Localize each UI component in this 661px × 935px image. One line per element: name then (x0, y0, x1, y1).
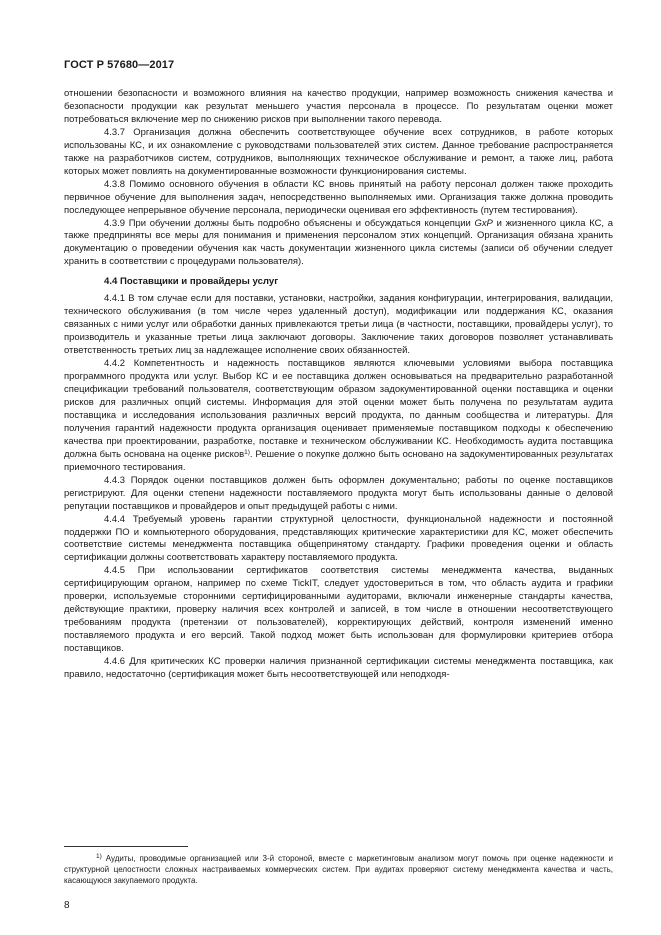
gxp-term: GxP (474, 217, 493, 229)
paragraph-4-4-4: 4.4.4 Требуемый уровень гарантии структурной целостности, функциональной надежности и постоянной поддержки ПО и компьютерного оборудования, представляющих критические характеристики для КС, может обеспечить соответствие системы менеджмента поставщика общепринятому стандарту. Графики проведения оценки и область сертификации должны соответствовать характеру поставляемого продукта. (64, 513, 613, 564)
paragraph-4-3-9-part-b: и жизненного цикла КС, а также предприняты все меры для понимания и применения персоналом этих концепций. Организация обязана хранить документацию о проведении обучения как часть документации жизненного цикла системы (записи об обучении следует хранить в соответствии с процедурами пользователя). (64, 217, 613, 268)
paragraph-4-4-3: 4.4.3 Порядок оценки поставщиков должен быть оформлен документально; работы по оценке поставщиков регистрируют. Для оценки степени надежности поставляемого продукта могут быть использованы данные о деловой репутации поставщиков и провайдеров и опыт предыдущей работы с ними. (64, 474, 613, 512)
footnote-divider (64, 846, 188, 847)
footnote-text: Аудиты, проводимые организацией или 3-й стороной, вместе с маркетинговым анализом могут помочь при оценке надежности и структурной целостности сложных настраиваемых коммерческих систем. При аудитах проверяют систему менеджмента качества и часть, касающуюся закупаемого продукта. (64, 854, 613, 886)
paragraph-4-4-1: 4.4.1 В том случае если для поставки, установки, настройки, задания конфигурации, интегрирования, валидации, технического обслуживания (в том числе через удаленный доступ), модификации или поддержания КС, оказания связанных с ними услуг или обработки данных привлекаются третьи лица (в частности, поставщики, провайдеры услуг), то производитель и указанные третьи лица заключают договоры. Заключение таких договоров позволяет устанавливать ответственность третьих лиц за надлежащее исполнение своих обязанностей. (64, 293, 613, 357)
standard-header: ГОСТ Р 57680—2017 (64, 59, 175, 71)
paragraph-4-3-9 (64, 218, 613, 270)
paragraph-4-4-2-part-b: . Решение о покупке должно быть основано на задокументированных результатах приемочного тестирования. (64, 448, 613, 473)
footnote (64, 853, 613, 887)
footnote-marker: 1) (96, 853, 102, 860)
paragraph-4-4-6: 4.4.6 Для критических КС проверки наличия признанной сертификации системы менеджмента поставщика, как правило, недостаточно (сертификация может быть несоответствующей или неподходя- (64, 656, 613, 680)
body-text (64, 88, 613, 682)
paragraph-4-4-2-part-a: 4.4.2 Компетентность и надежность поставщиков являются ключевыми условиями выбора поставщика программного продукта или услуг. Выбор КС и ее поставщика должен основываться на предварительно разработанной спецификации требований пользователя, соответствующим образом задокументированной оценки поставщика и оценки рисков для различных опций системы. Информация для этой оценки может быть получена по результатам аудита поставщика и исследования использования различных версий продукта, по данным сообщества и литературы. Для получения гарантий надежности продукта организация оценивает применяемые поставщиком подходы к обеспечению качества при проектировании, разработке, поставке и техническом обслуживании КС. Необходимость аудита поставщика должна быть основана на оценке рисков (64, 358, 613, 460)
page-number: 8 (64, 900, 70, 911)
section-heading-4-4: 4.4 Поставщики и провайдеры услуг (104, 276, 279, 288)
paragraph-4-3-9-part-a: 4.3.9 При обучении должны быть подробно объяснены и обсуждаться концепции (104, 217, 475, 229)
footnote-reference[interactable]: 1) (244, 448, 250, 456)
paragraph-4-3-8: 4.3.8 Помимо основного обучения в области КС вновь принятый на работу персонал должен также проходить первичное обучение для выполнения задач, непосредственно выполняемых ими. Организация также должна проводить последующее непрерывное обучение персонала, периодически оценивая его эффективность (путем тестирования). (64, 178, 613, 216)
paragraph-4-4-2 (64, 358, 613, 475)
paragraph-continuation: отношении безопасности и возможного влияния на качество продукции, например возможность снижения качества и безопасности продукции как результат меньшего участия персонала в процессе. По результатам оценки может потребоваться включение мер по снижению рисков при выполнении такого перевода. (64, 88, 613, 125)
paragraph-4-4-5: 4.4.5 При использовании сертификатов соответствия системы менеджмента качества, выданных сертифицирующим органом, например по схеме TickIT, следует удостовериться в том, что область аудита и графики проверки, используемые сторонними сертифицированными аудиторами, включали инженерные стандарты качества, действующие практики, проверку наличия всех контролей и записей, в том числе в отношении несоответствующего требованиям продукта (претензии от пользователей), корректирующих действий, контроля изменений именно поставляемого продукта и его версий. Такой подход может быть использован для формулировки критериев отбора поставщиков. (64, 565, 613, 655)
paragraph-4-3-7: 4.3.7 Организация должна обеспечить соответствующее обучение всех сотрудников, в работе которых использованы КС, и их ознакомление с руководствами пользователей этих систем. Данное требование распространяется также на разработчиков систем, сотрудников, выполняющих техническое обслуживание и ремонт, а также лиц, работа которых может повлиять на документированные возможности функционирования системы. (64, 126, 613, 177)
